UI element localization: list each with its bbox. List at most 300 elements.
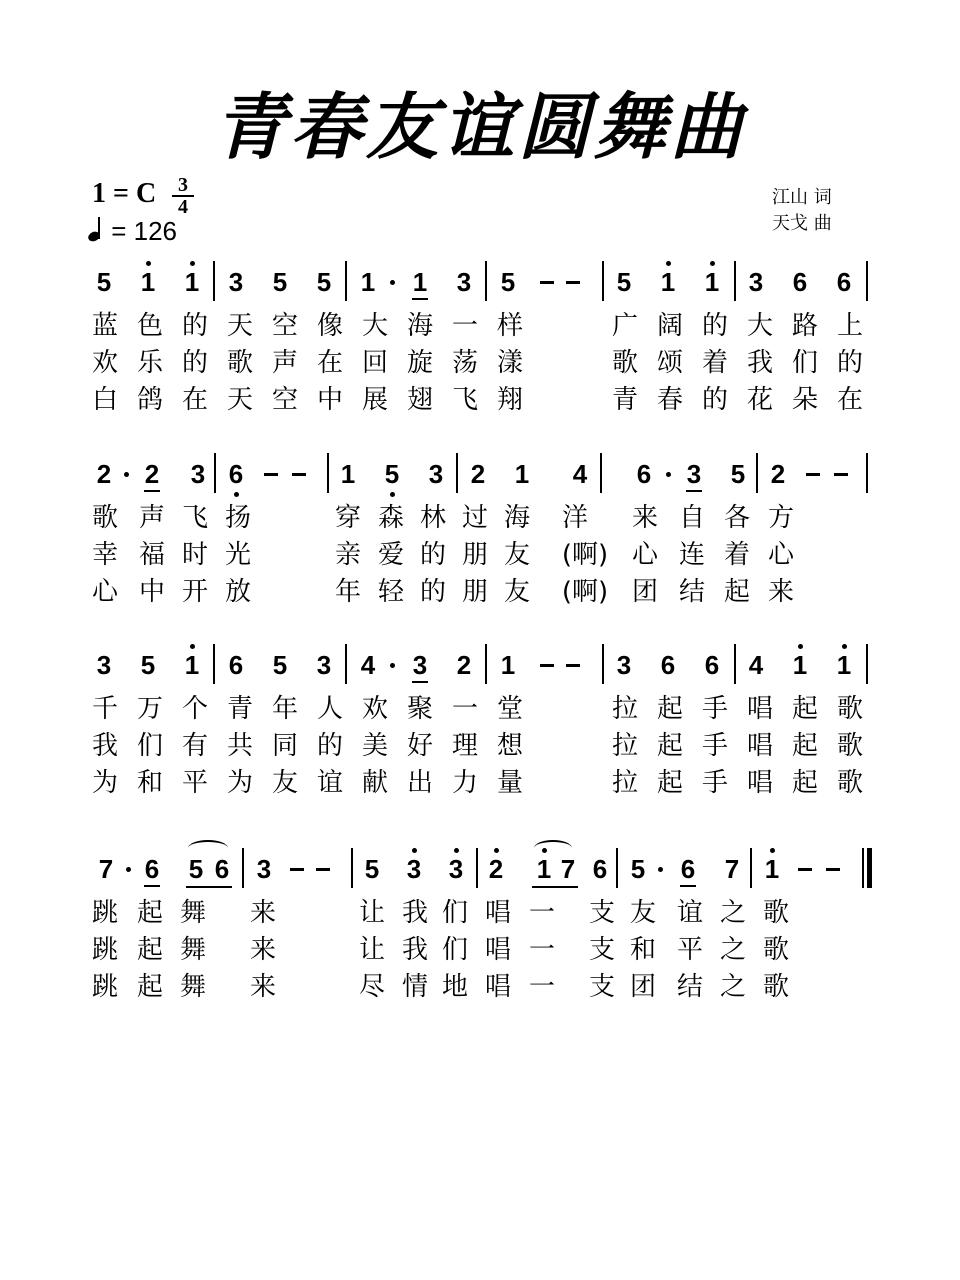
octave-up-dot	[412, 848, 417, 853]
lyric-syllable: 扬	[224, 503, 251, 533]
lyric-syllable: 之	[719, 898, 746, 928]
bar-line	[485, 261, 487, 301]
lyric-syllable: 展	[361, 385, 388, 415]
lyric-syllable: 万	[136, 694, 163, 724]
note: 5	[500, 267, 516, 297]
lyric-syllable: 青	[226, 694, 253, 724]
lyric-syllable: 千	[91, 694, 118, 724]
lyric-syllable: 海	[503, 503, 530, 533]
lyric-syllable: 手	[701, 768, 728, 798]
note: 5	[96, 267, 112, 297]
octave-up-dot	[190, 644, 195, 649]
bar-line	[602, 261, 604, 301]
tempo-value: = 126	[111, 216, 178, 246]
lyric-syllable: 我	[401, 898, 428, 928]
time-signature	[172, 176, 194, 216]
beam-underline	[532, 886, 578, 888]
lyric-syllable: 大	[746, 311, 773, 341]
octave-up-dot	[146, 261, 151, 266]
lyric-syllable: 歌	[611, 348, 638, 378]
lyric-syllable: 聚	[406, 694, 433, 724]
note: 2	[484, 854, 508, 884]
sustain-dash	[540, 664, 554, 667]
bar-line	[213, 644, 215, 684]
lyric-syllable: 一	[528, 972, 555, 1002]
lyric-syllable: 幸	[91, 540, 118, 570]
lyric-syllable: 友	[503, 577, 530, 607]
lyric-syllable: 像	[316, 311, 343, 341]
lyric-syllable: 漾	[496, 348, 523, 378]
note: 3	[456, 267, 472, 297]
lyric-syllable: 过	[461, 503, 488, 533]
note: 2	[470, 459, 486, 489]
sustain-dash	[264, 473, 278, 476]
lyric-syllable: 时	[181, 540, 208, 570]
note: 2	[140, 459, 164, 489]
lyric-syllable: 同	[271, 731, 298, 761]
note: 5	[140, 650, 156, 680]
lyric-syllable: 平	[181, 768, 208, 798]
note: 7	[560, 854, 576, 884]
lyric-syllable: 色	[136, 311, 163, 341]
note: 1	[788, 650, 812, 680]
note: 6	[660, 650, 676, 680]
lyric-syllable: 好	[406, 731, 433, 761]
lyric-syllable: 情	[401, 972, 428, 1002]
lyric-syllable: 方	[767, 503, 794, 533]
sustain-dash	[290, 868, 304, 871]
lyric-syllable: 谊	[316, 768, 343, 798]
lyric-syllable: 团	[629, 972, 656, 1002]
lyric-syllable: 林	[419, 503, 446, 533]
note: 5	[730, 459, 746, 489]
octave-up-dot	[798, 644, 803, 649]
note: 5	[272, 267, 288, 297]
lyric-syllable: 尽	[358, 972, 385, 1002]
lyric-syllable: 声	[138, 503, 165, 533]
lyric-syllable: 们	[136, 731, 163, 761]
lyric-syllable: 起	[791, 694, 818, 724]
lyric-syllable: 美	[361, 731, 388, 761]
lyric-syllable: 我	[401, 935, 428, 965]
lyric-syllable: 为	[226, 768, 253, 798]
lyric-syllable: 来	[767, 577, 794, 607]
bar-line	[602, 644, 604, 684]
augmentation-dot	[666, 472, 671, 477]
lyric-syllable: 的	[419, 577, 446, 607]
lyric-syllable: 洋	[561, 503, 588, 533]
lyric-syllable: 结	[678, 577, 705, 607]
bar-line	[750, 848, 752, 888]
lyric-syllable: 起	[791, 731, 818, 761]
note: 5	[272, 650, 288, 680]
lyric-syllable: 的	[316, 731, 343, 761]
lyric-syllable: 开	[181, 577, 208, 607]
bar-line	[616, 848, 618, 888]
octave-up-dot	[770, 848, 775, 853]
slur-arc	[534, 840, 572, 856]
lyric-syllable: 舞	[179, 898, 206, 928]
note: 1	[360, 267, 376, 297]
octave-up-dot	[494, 848, 499, 853]
lyric-syllable: 青	[611, 385, 638, 415]
note: 1	[514, 459, 530, 489]
lyric-syllable: 翅	[406, 385, 433, 415]
note: 1	[532, 854, 556, 884]
lyric-syllable: 起	[656, 694, 683, 724]
sustain-dash	[798, 868, 812, 871]
lyric-syllable: 的	[701, 385, 728, 415]
lyric-syllable: 地	[441, 972, 468, 1002]
bar-line	[485, 644, 487, 684]
lyric-syllable: 大	[361, 311, 388, 341]
note: 3	[96, 650, 112, 680]
lyric-syllable: 和	[136, 768, 163, 798]
note: 3	[402, 854, 426, 884]
lyric-syllable: 跳	[91, 898, 118, 928]
lyric-syllable: 春	[656, 385, 683, 415]
lyric-syllable: 荡	[451, 348, 478, 378]
lyric-syllable: (啊)	[561, 577, 609, 607]
final-bar-thick	[867, 848, 872, 888]
note: 6	[792, 267, 808, 297]
lyric-syllable: 欢	[361, 694, 388, 724]
lyric-syllable: 们	[441, 898, 468, 928]
lyric-syllable: 来	[249, 935, 276, 965]
lyric-syllable: 样	[496, 311, 523, 341]
lyric-syllable: 舞	[179, 972, 206, 1002]
lyric-syllable: 友	[629, 898, 656, 928]
note: 6	[836, 267, 852, 297]
note: 4	[572, 459, 588, 489]
octave-down-dot	[390, 492, 395, 497]
lyric-syllable: 的	[181, 311, 208, 341]
bar-line	[345, 644, 347, 684]
augmentation-dot	[658, 867, 663, 872]
note: 3	[256, 854, 272, 884]
bar-line	[214, 453, 216, 493]
note: 4	[748, 650, 764, 680]
lyric-syllable: 翔	[496, 385, 523, 415]
note: 6	[224, 459, 248, 489]
lyric-syllable: 海	[406, 311, 433, 341]
lyric-syllable: 理	[451, 731, 478, 761]
note: 3	[682, 459, 706, 489]
note: 3	[408, 650, 432, 680]
lyric-syllable: 支	[588, 972, 615, 1002]
note: 7	[724, 854, 740, 884]
lyric-syllable: 乐	[136, 348, 163, 378]
note: 6	[592, 854, 608, 884]
lyric-syllable: 空	[271, 385, 298, 415]
bar-line	[242, 848, 244, 888]
lyric-syllable: 心	[91, 577, 118, 607]
meter-top: 3	[178, 174, 188, 196]
lyric-syllable: 放	[224, 577, 251, 607]
note: 7	[98, 854, 114, 884]
octave-up-dot	[190, 261, 195, 266]
lyric-syllable: 的	[701, 311, 728, 341]
augmentation-dot	[126, 867, 131, 872]
lyric-syllable: 自	[678, 503, 705, 533]
slur-arc	[188, 840, 228, 856]
lyric-syllable: 唱	[746, 694, 773, 724]
note: 1	[180, 267, 204, 297]
lyric-syllable: 在	[836, 385, 863, 415]
note: 5	[188, 854, 204, 884]
note: 1	[760, 854, 784, 884]
lyric-syllable: 福	[138, 540, 165, 570]
lyric-syllable: 支	[588, 935, 615, 965]
note: 1	[136, 267, 160, 297]
lyric-syllable: 歌	[836, 731, 863, 761]
lyric-syllable: 拉	[611, 731, 638, 761]
octave-up-dot	[710, 261, 715, 266]
note: 6	[140, 854, 164, 884]
lyric-syllable: 花	[746, 385, 773, 415]
lyric-syllable: 献	[361, 768, 388, 798]
sustain-dash	[834, 473, 848, 476]
octave-up-dot	[842, 644, 847, 649]
sustain-dash	[316, 868, 330, 871]
bar-line	[734, 644, 736, 684]
note: 1	[340, 459, 356, 489]
sustain-dash	[806, 473, 820, 476]
lyric-syllable: 友	[503, 540, 530, 570]
lyric-syllable: 让	[358, 898, 385, 928]
lyric-syllable: 之	[719, 935, 746, 965]
note: 5	[616, 267, 632, 297]
bar-line	[734, 261, 736, 301]
lyric-syllable: 跳	[91, 972, 118, 1002]
bar-line	[756, 453, 758, 493]
lyric-syllable: 想	[496, 731, 523, 761]
lyric-syllable: 平	[676, 935, 703, 965]
lyric-syllable: 蓝	[91, 311, 118, 341]
lyric-syllable: 鸽	[136, 385, 163, 415]
note: 3	[444, 854, 468, 884]
sustain-dash	[826, 868, 840, 871]
lyric-syllable: 中	[316, 385, 343, 415]
composer-credit: 天戈 曲	[772, 213, 832, 234]
lyric-syllable: 旋	[406, 348, 433, 378]
lyric-syllable: 着	[723, 540, 750, 570]
augmentation-dot	[390, 280, 395, 285]
note: 6	[676, 854, 700, 884]
lyric-syllable: 起	[656, 731, 683, 761]
lyric-syllable: 手	[701, 731, 728, 761]
lyric-syllable: 的	[181, 348, 208, 378]
lyric-syllable: 的	[836, 348, 863, 378]
lyric-syllable: 起	[656, 768, 683, 798]
lyric-syllable: 着	[701, 348, 728, 378]
lyric-syllable: 我	[91, 731, 118, 761]
note: 5	[380, 459, 404, 489]
meter-bottom: 4	[178, 196, 188, 218]
tempo-marking	[88, 214, 177, 248]
lyric-syllable: 年	[271, 694, 298, 724]
lyric-syllable: 歌	[91, 503, 118, 533]
sustain-dash	[540, 281, 554, 284]
lyric-syllable: 一	[451, 311, 478, 341]
octave-down-dot	[234, 492, 239, 497]
bar-line	[351, 848, 353, 888]
lyric-syllable: 天	[226, 311, 253, 341]
note: 6	[214, 854, 230, 884]
lyric-syllable: 各	[723, 503, 750, 533]
lyric-syllable: 光	[224, 540, 251, 570]
sustain-dash	[566, 281, 580, 284]
lyric-syllable: 人	[316, 694, 343, 724]
lyric-syllable: 森	[377, 503, 404, 533]
lyric-syllable: 友	[271, 768, 298, 798]
note: 6	[636, 459, 652, 489]
lyric-syllable: 声	[271, 348, 298, 378]
lyric-syllable: 起	[791, 768, 818, 798]
lyric-syllable: 支	[588, 898, 615, 928]
sustain-dash	[292, 473, 306, 476]
lyric-syllable: 广	[611, 311, 638, 341]
lyric-syllable: 空	[271, 311, 298, 341]
lyric-syllable: 心	[767, 540, 794, 570]
note: 3	[316, 650, 332, 680]
lyric-syllable: 的	[419, 540, 446, 570]
lyric-syllable: 上	[836, 311, 863, 341]
lyric-syllable: 出	[406, 768, 433, 798]
bar-line	[476, 848, 478, 888]
lyric-syllable: 阔	[656, 311, 683, 341]
lyric-syllable: 跳	[91, 935, 118, 965]
note: 4	[360, 650, 376, 680]
lyric-syllable: 在	[316, 348, 343, 378]
key-signature: 1 = C	[92, 178, 157, 209]
note: 5	[316, 267, 332, 297]
note: 1	[180, 650, 204, 680]
lyric-syllable: 团	[631, 577, 658, 607]
lyric-syllable: 颂	[656, 348, 683, 378]
lyric-syllable: 来	[249, 898, 276, 928]
bar-line	[866, 453, 868, 493]
lyric-syllable: 让	[358, 935, 385, 965]
lyric-syllable: 回	[361, 348, 388, 378]
lyric-syllable: 舞	[179, 935, 206, 965]
beam-underline	[186, 886, 232, 888]
lyric-syllable: 唱	[746, 768, 773, 798]
lyric-syllable: 量	[496, 768, 523, 798]
note: 3	[748, 267, 764, 297]
lyric-syllable: 有	[181, 731, 208, 761]
note: 1	[700, 267, 724, 297]
lyric-syllable: 心	[631, 540, 658, 570]
lyric-syllable: 之	[719, 972, 746, 1002]
lyric-syllable: 飞	[181, 503, 208, 533]
note: 1	[500, 650, 516, 680]
lyric-syllable: 穿	[334, 503, 361, 533]
lyric-syllable: 飞	[451, 385, 478, 415]
note: 1	[832, 650, 856, 680]
lyric-syllable: 拉	[611, 768, 638, 798]
lyric-syllable: 力	[451, 768, 478, 798]
lyricist-credit: 江山 词	[772, 187, 832, 208]
bar-line	[866, 644, 868, 684]
quarter-note-icon	[88, 215, 104, 243]
lyric-syllable: 欢	[91, 348, 118, 378]
lyric-syllable: 在	[181, 385, 208, 415]
lyric-syllable: 共	[226, 731, 253, 761]
lyric-syllable: 歌	[762, 898, 789, 928]
lyric-syllable: 歌	[836, 768, 863, 798]
lyric-syllable: 唱	[484, 898, 511, 928]
sustain-dash	[566, 664, 580, 667]
note: 3	[190, 459, 206, 489]
lyric-syllable: 朵	[791, 385, 818, 415]
augmentation-dot	[124, 472, 129, 477]
note: 5	[364, 854, 380, 884]
note: 1	[656, 267, 680, 297]
lyric-syllable: 谊	[676, 898, 703, 928]
bar-line	[327, 453, 329, 493]
lyric-syllable: 轻	[377, 577, 404, 607]
note: 3	[428, 459, 444, 489]
lyric-syllable: 年	[334, 577, 361, 607]
lyric-syllable: 唱	[746, 731, 773, 761]
lyric-syllable: 天	[226, 385, 253, 415]
lyric-syllable: 朋	[461, 540, 488, 570]
bar-line	[866, 261, 868, 301]
lyric-syllable: 歌	[226, 348, 253, 378]
lyric-syllable: (啊)	[561, 540, 609, 570]
lyric-syllable: 亲	[334, 540, 361, 570]
note: 6	[228, 650, 244, 680]
lyric-syllable: 们	[791, 348, 818, 378]
bar-line	[345, 261, 347, 301]
lyric-syllable: 我	[746, 348, 773, 378]
lyric-syllable: 歌	[762, 935, 789, 965]
lyric-syllable: 为	[91, 768, 118, 798]
lyric-syllable: 白	[91, 385, 118, 415]
lyric-syllable: 连	[678, 540, 705, 570]
bar-line	[600, 453, 602, 493]
lyric-syllable: 一	[528, 898, 555, 928]
bar-line	[456, 453, 458, 493]
lyric-syllable: 朋	[461, 577, 488, 607]
note: 6	[704, 650, 720, 680]
lyric-syllable: 一	[451, 694, 478, 724]
lyric-syllable: 拉	[611, 694, 638, 724]
lyric-syllable: 一	[528, 935, 555, 965]
lyric-syllable: 来	[249, 972, 276, 1002]
note: 3	[616, 650, 632, 680]
lyric-syllable: 堂	[496, 694, 523, 724]
lyric-syllable: 起	[136, 898, 163, 928]
lyric-syllable: 个	[181, 694, 208, 724]
note: 3	[228, 267, 244, 297]
final-bar-thin	[862, 848, 864, 888]
lyric-syllable: 起	[723, 577, 750, 607]
note: 5	[630, 854, 646, 884]
lyric-syllable: 手	[701, 694, 728, 724]
lyric-syllable: 来	[631, 503, 658, 533]
note: 1	[408, 267, 432, 297]
lyric-syllable: 和	[629, 935, 656, 965]
note: 2	[456, 650, 472, 680]
note: 2	[770, 459, 786, 489]
lyric-syllable: 唱	[484, 935, 511, 965]
lyric-syllable: 起	[136, 972, 163, 1002]
lyric-syllable: 路	[791, 311, 818, 341]
octave-up-dot	[666, 261, 671, 266]
lyric-syllable: 起	[136, 935, 163, 965]
